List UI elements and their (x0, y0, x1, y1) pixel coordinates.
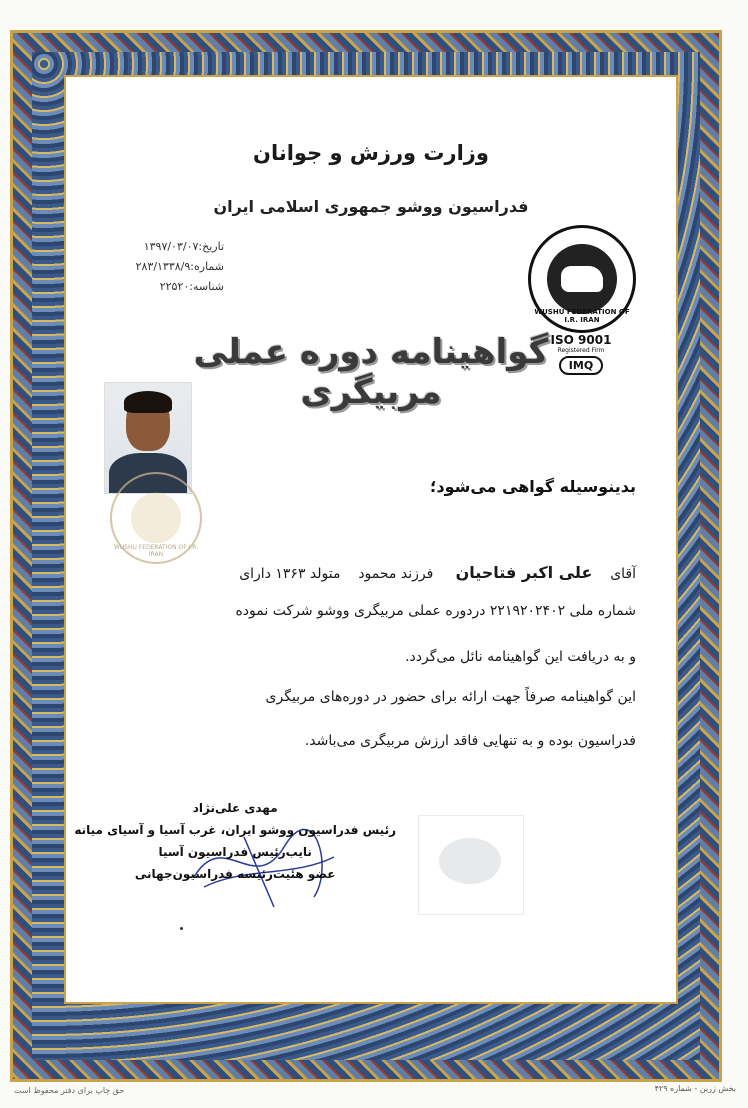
father-name: فرزند محمود (358, 566, 434, 582)
meta-number: شماره:۲۸۳/۱۳۳۸/۹ (135, 260, 224, 273)
watermark-shape (439, 838, 501, 884)
body-line-2: شماره ملی ۲۲۱۹۲۰۲۴۰۲ دردوره عملی مربیگری ووشو شرکت نموده (235, 603, 636, 619)
photo-hair (124, 391, 172, 413)
federation-stamp (110, 472, 202, 564)
greeting: بدینوسیله گواهی می‌شود؛ (429, 477, 636, 496)
meta-id: شناسه:۲۲۵۲۰ (159, 280, 224, 293)
ink-dot (180, 927, 183, 930)
signatory-role-3: عضو هئیت‌رئیسه فدراسیون‌جهانی (134, 867, 336, 881)
certificate-body (64, 75, 678, 1004)
body-line-1 (239, 563, 636, 582)
prefix: آقای (610, 566, 636, 582)
birth-year: متولد ۱۳۶۳ دارای (239, 566, 341, 582)
logo-text: WUSHU FEDERATION OF I.R. IRAN (534, 308, 630, 324)
meta-date: تاریخ:۱۳۹۷/۰۳/۰۷ (143, 240, 224, 253)
faded-watermark (418, 815, 524, 915)
signatory-block (74, 797, 396, 885)
iso-subtitle: Registered Firm (557, 347, 605, 354)
body-line-4: این گواهینامه صرفاً جهت ارائه برای حضور در دوره‌های مربیگری (265, 689, 636, 705)
certificate-title: گواهینامه دوره عملی مربیگری (193, 332, 549, 412)
signatory-role-1: رئیس فدراسیون ووشو ایران، غرب آسیا و آسیای میانه (74, 823, 396, 837)
federation-logo (528, 225, 636, 333)
logo-emblem (547, 244, 617, 314)
body-line-3: و به دریافت این گواهینامه نائل می‌گردد. (405, 649, 636, 665)
document-meta (94, 237, 224, 297)
ministry-title: وزارت ورزش و جوانان (253, 141, 489, 165)
federation-title: فدراسیون ووشو جمهوری اسلامی ایران (213, 197, 529, 216)
body-line-5: فدراسیون بوده و به تنهایی فاقد ارزش مربیگری می‌باشد. (304, 733, 636, 749)
footer-print-info: بخش زرین - شماره ۴۲۹ (654, 1084, 736, 1093)
signatory-role-2: نایب‌رئیس فدراسیون آسیا (158, 845, 312, 859)
stamp-text: WUSHU FEDERATION OF I.R. IRAN (113, 544, 199, 558)
signatory-name: مهدی علی‌نژاد (192, 801, 278, 815)
imq-logo: IMQ (559, 356, 603, 375)
fist-icon (561, 266, 603, 292)
iso-title: ISO 9001 (550, 333, 612, 347)
footer-copyright: حق چاپ برای دفتر محفوظ است (14, 1086, 125, 1095)
holder-name: علی اکبر فتاحیان (455, 563, 593, 582)
